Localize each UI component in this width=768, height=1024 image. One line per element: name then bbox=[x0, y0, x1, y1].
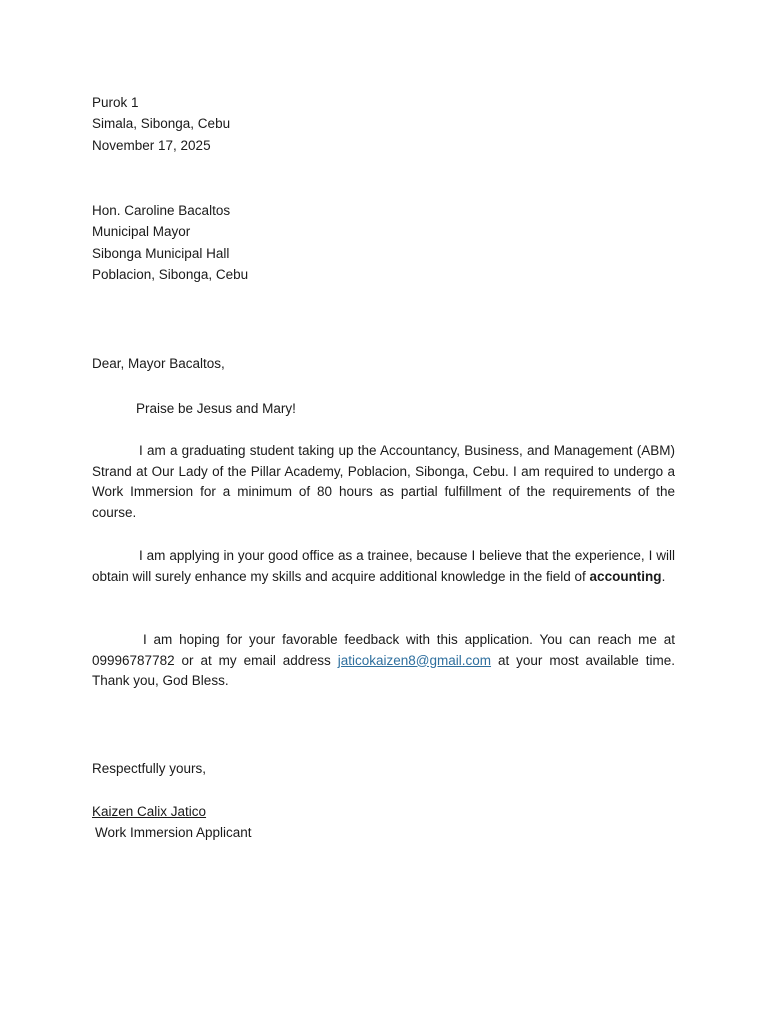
body-paragraph-2-text: I am applying in your good office as a trainee, because I believe that the experience, I will obtain will surely enhance my skills and acquire additional knowledge in the field of bbox=[92, 548, 675, 584]
recipient-address: Poblacion, Sibonga, Cebu bbox=[92, 267, 249, 282]
body-paragraph-1 bbox=[92, 441, 675, 523]
recipient-office: Sibonga Municipal Hall bbox=[92, 246, 230, 261]
closing: Respectfully yours, bbox=[92, 761, 207, 776]
emphasis-accounting: accounting bbox=[589, 568, 662, 584]
body-paragraph-1-text: I am a graduating student taking up the Accountancy, Business, and Management (ABM) Strand at Our Lady of the Pillar Academy, Poblacion, Sibonga, Cebu. I am required to undergo a Work Immersion for a minimum of 80 hours as partial fulfillment of the requirements of the course. bbox=[92, 443, 675, 520]
recipient-title: Municipal Mayor bbox=[92, 224, 191, 239]
body-paragraph-3-text-after: at your most available time. Thank you, God Bless. bbox=[92, 652, 675, 688]
greeting: Praise be Jesus and Mary! bbox=[136, 401, 296, 416]
body-paragraph-3 bbox=[92, 630, 675, 692]
email-link[interactable]: jaticokaizen8@gmail.com bbox=[337, 652, 492, 668]
sender-line-2: Simala, Sibonga, Cebu bbox=[92, 116, 231, 131]
letter-date: November 17, 2025 bbox=[92, 138, 211, 153]
body-paragraph-3-text-before: I am hoping for your favorable feedback with this application. You can reach me at 09996787782 or at my email address bbox=[92, 632, 675, 668]
sender-line-1: Purok 1 bbox=[92, 95, 139, 110]
signature-role: Work Immersion Applicant bbox=[95, 825, 252, 840]
salutation: Dear, Mayor Bacaltos, bbox=[92, 356, 225, 371]
recipient-name: Hon. Caroline Bacaltos bbox=[92, 203, 231, 218]
signature-name: Kaizen Calix Jatico bbox=[92, 804, 207, 819]
body-paragraph-2 bbox=[92, 546, 675, 587]
body-paragraph-2-end: . bbox=[661, 568, 666, 584]
